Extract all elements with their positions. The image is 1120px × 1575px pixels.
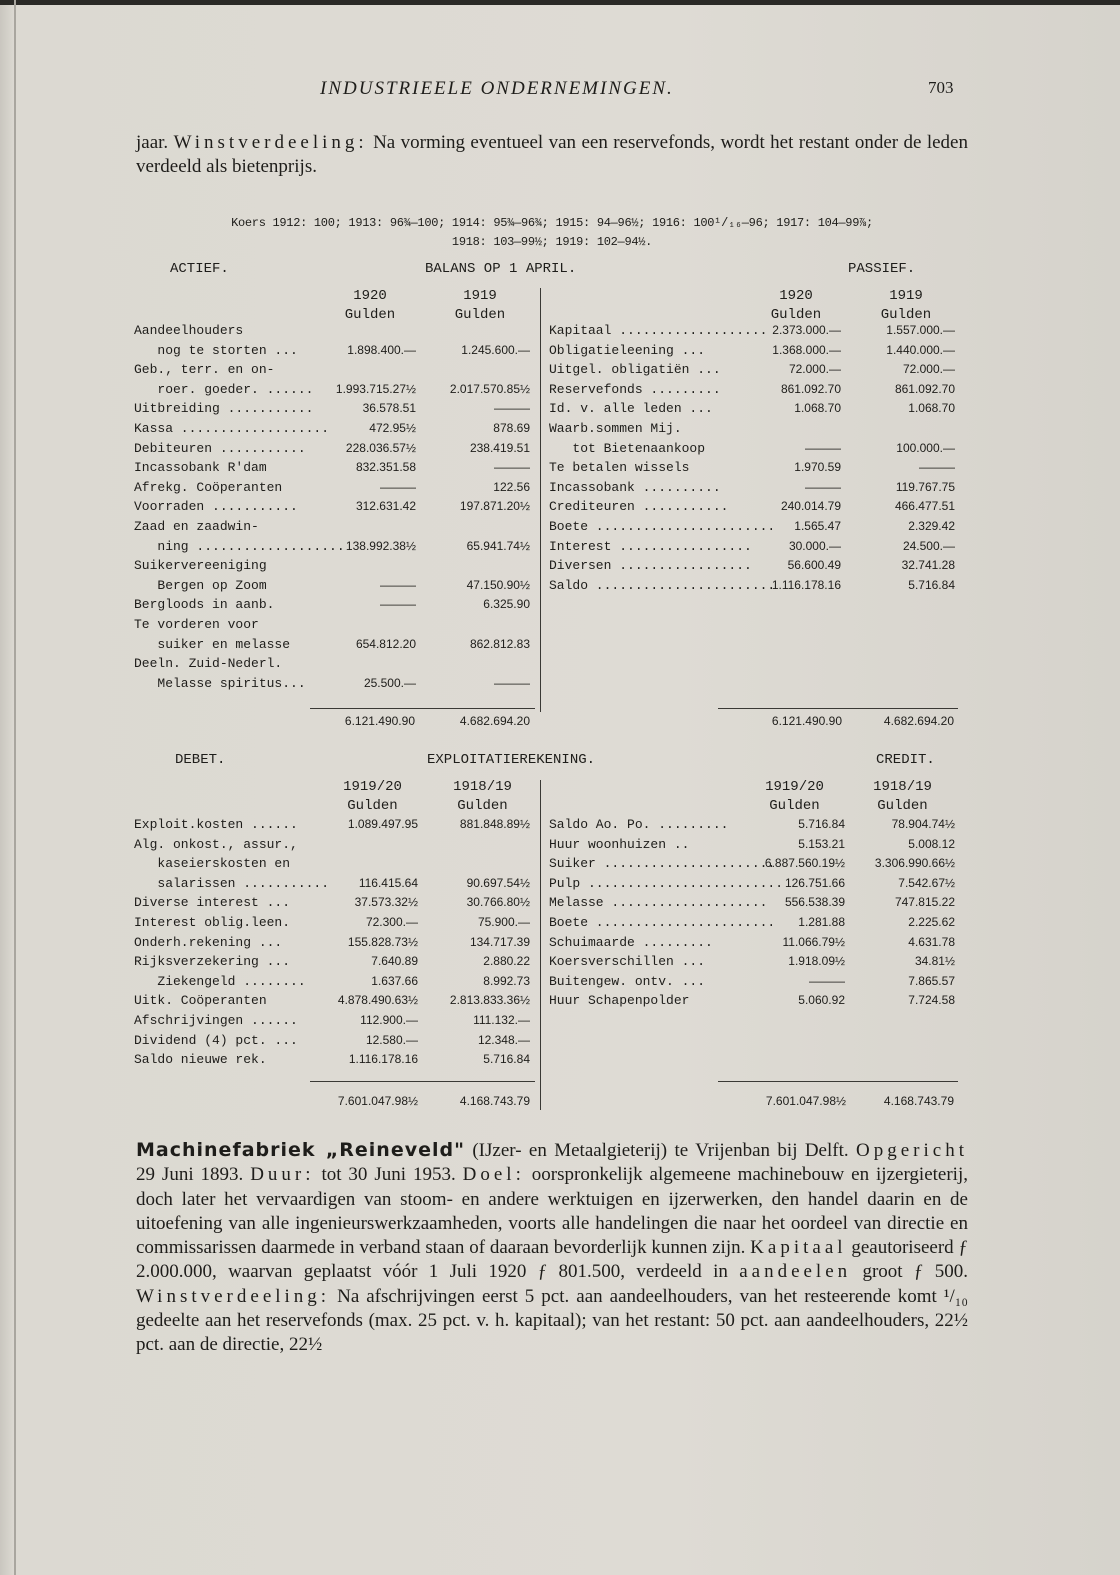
ledger-row-label: Obligatieleening ... [549, 342, 706, 358]
ledger-row [134, 972, 534, 991]
ledger-row-label: Saldo nieuwe rek. [134, 1052, 267, 1068]
ledger-row [134, 537, 534, 556]
ledger-row [134, 517, 534, 536]
ledger-row-value-2: 72.000.— [902, 362, 955, 377]
ledger-row [134, 321, 534, 340]
ledger-row-label: Saldo Ao. Po. ......... [549, 817, 729, 832]
ledger-row-value-2: 24.500.— [902, 538, 955, 553]
ledger-row [134, 399, 534, 418]
label-duur: Duur: [250, 1164, 315, 1186]
ledger-row-label: Diversen ................. [549, 558, 752, 574]
balans-right-unit-1: Gulden [770, 307, 822, 323]
company-text-4: oorspronkelijk algemeene machinebouw en ijzergieterij, doch later het vervaardigen van stoom- en andere werktuigen en ijzerwerken, den handel daarin en de uitoefening van alle ingenieurswerkzaamheden, voorts alle handelingen die naar het oordeel van directie en commissarissen daarmede in verband staan of daaraan bevorderlijk kunnen zijn. [136, 1164, 968, 1259]
ledger-row-label: Schuimaarde ......... [549, 934, 713, 950]
balans-left-year-1: 1920 [353, 288, 387, 304]
ledger-row-label: Kapitaal ................... [549, 323, 768, 338]
ledger-row [549, 419, 959, 438]
ledger-row-value-1: 832.351.58 [355, 460, 416, 475]
ledger-row-label: Rijksverzekering ... [134, 954, 291, 970]
ledger-row [134, 1011, 534, 1030]
ledger-row-label: Buitengew. ontv. ... [549, 973, 706, 989]
ledger-row-label: Huur woonhuizen .. [549, 836, 690, 852]
ledger-row [549, 854, 959, 873]
ledger-row-value-2: 2.880.22 [483, 954, 530, 969]
ledger-row-value-1: 7.640.89 [371, 954, 418, 969]
ledger-row-value-1: 1.637.66 [371, 973, 418, 988]
ledger-row [134, 380, 534, 399]
ledger-row-label: Bergloods in aanb. [134, 597, 275, 613]
ledger-row-label: Crediteuren ........... [549, 499, 729, 515]
ledger-row [134, 991, 534, 1010]
ledger-row-label: Suikervereeniging [134, 558, 267, 574]
ledger-row [549, 815, 959, 834]
exploitatie-right-year-2: 1918/19 [873, 779, 932, 795]
ledger-row-label: Zaad en zaadwin- [134, 519, 259, 534]
ledger-row-value-1: 112.900.— [360, 1013, 418, 1027]
ledger-row [134, 952, 534, 971]
ledger-row-value-1: 5.060.92 [798, 993, 845, 1008]
ledger-row [134, 815, 534, 834]
ledger-row [549, 576, 959, 595]
ledger-row [549, 991, 959, 1010]
label-kapitaal: Kapitaal [750, 1237, 847, 1259]
exploitatie-left-total-1: 7.601.047.98½ [337, 1094, 418, 1108]
ledger-row-value-1: 5.153.21 [798, 836, 845, 851]
balans-left-total-rule [310, 708, 535, 709]
ledger-row-label: Te betalen wissels [549, 460, 690, 476]
intro-text-2: Na vorming eventueel van een reservefonds, wordt het restant onder de leden verdeeld als bietenprijs. [136, 132, 968, 177]
label-aandeelen: aandeelen [739, 1261, 852, 1283]
balans-right-year-2: 1919 [889, 288, 923, 304]
intro-text-1: jaar. [136, 132, 174, 153]
company-text-6: groot ƒ 500. [851, 1261, 968, 1283]
ledger-row-value-2: ——— [919, 460, 955, 475]
exploitatie-debet-heading: DEBET. [175, 752, 226, 768]
ledger-row-label: Bergen op Zoom [134, 577, 267, 593]
ledger-row-label: roer. goeder. ...... [134, 381, 314, 397]
balans-right-total-rule [718, 708, 958, 709]
ledger-row-value-1: 861.092.70 [780, 381, 841, 396]
ledger-row [549, 972, 959, 991]
ledger-row-value-1: 12.580.— [365, 1032, 418, 1047]
ledger-row-value-2: 5.716.84 [483, 1052, 530, 1067]
ledger-row-label: Afrekg. Coöperanten [134, 479, 283, 495]
ledger-row-value-1: 1.993.715.27½ [335, 381, 416, 396]
ledger-row-label: tot Bietenaankoop [549, 440, 706, 456]
ledger-row-value-2: ——— [494, 460, 530, 475]
ledger-row-label: Melasse .................... [549, 895, 768, 911]
ledger-row [549, 556, 959, 575]
ledger-row-label: Kassa ................... [134, 421, 330, 436]
exploitatie-left-year-2: 1918/19 [453, 779, 512, 795]
ledger-row-value-1: 72.000.— [788, 362, 841, 377]
balans-left-unit-2: Gulden [454, 307, 506, 323]
ledger-row [134, 341, 534, 360]
ledger-row-value-2: 122.56 [493, 479, 530, 494]
ledger-row-label: Ziekengeld ........ [134, 973, 306, 989]
ledger-row [549, 399, 959, 418]
ledger-row-value-1: 240.014.79 [780, 499, 841, 514]
ledger-row-value-2: 78.904.74½ [891, 817, 955, 831]
ledger-row [549, 380, 959, 399]
ledger-row [134, 835, 534, 854]
ledger-row [134, 1031, 534, 1050]
ledger-row-value-1: 155.828.73½ [347, 934, 418, 949]
ledger-row-value-1: 11.066.79½ [782, 934, 845, 949]
ledger-row-label: Boete ....................... [549, 915, 776, 930]
ledger-row [134, 933, 534, 952]
ledger-row-value-1: 4.878.490.63½ [337, 993, 418, 1008]
ledger-row-value-1: 6.887.560.19½ [764, 856, 845, 871]
ledger-row [134, 419, 534, 438]
ledger-row [549, 321, 959, 340]
exploitatie-title: EXPLOITATIEREKENING. [427, 752, 596, 768]
balans-right-unit-2: Gulden [880, 307, 932, 323]
ledger-row-value-1: ——— [380, 577, 416, 592]
ledger-row [134, 595, 534, 614]
ledger-row-value-2: ——— [494, 401, 530, 416]
ledger-row-value-1: 2.373.000.— [772, 323, 841, 337]
exploitatie-right-unit-2: Gulden [877, 798, 928, 814]
ledger-row-label: Huur Schapenpolder [549, 993, 690, 1009]
ledger-row-value-2: 1.068.70 [908, 401, 955, 416]
ledger-row-value-1: 1.089.497.95 [347, 817, 418, 831]
ledger-row-value-2: 747.815.22 [894, 895, 955, 910]
ledger-row [134, 874, 534, 893]
ledger-row-value-1: 25.500.— [363, 675, 416, 690]
ledger-row [134, 893, 534, 912]
balans-left-unit-1: Gulden [344, 307, 396, 323]
ledger-row-label: Boete ....................... [549, 519, 776, 534]
ledger-row-value-2: ——— [494, 675, 530, 690]
ledger-row [134, 1050, 534, 1069]
ledger-row-value-2: 2.329.42 [908, 519, 955, 533]
balans-right-year-1: 1920 [779, 288, 813, 304]
ledger-row-value-1: 37.573.32½ [354, 895, 418, 910]
ledger-row-value-2: 7.865.57 [908, 973, 955, 988]
ledger-row [134, 635, 534, 654]
ledger-row-value-2: 1.245.600.— [461, 342, 530, 357]
ledger-row [549, 360, 959, 379]
ledger-row-label: Dividend (4) pct. ... [134, 1032, 298, 1048]
ledger-row-label: ning ................... [134, 538, 345, 554]
ledger-row-label: Saldo ....................... [549, 577, 776, 593]
ledger-row-label: Debiteuren ........... [134, 440, 306, 456]
ledger-row [134, 360, 534, 379]
ledger-row-value-1: 56.600.49 [787, 558, 841, 573]
ledger-row [134, 458, 534, 477]
ledger-row-label: Uitbreiding ........... [134, 401, 314, 417]
ledger-row-value-2: 134.717.39 [469, 934, 530, 949]
ledger-row [549, 537, 959, 556]
ledger-row [549, 439, 959, 458]
ledger-row [134, 497, 534, 516]
exploitatie-right-total-1: 7.601.047.98½ [765, 1094, 846, 1108]
exploitatie-left-unit-2: Gulden [457, 798, 508, 814]
ledger-row-label: Aandeelhouders [134, 323, 244, 338]
ledger-row [549, 497, 959, 516]
ledger-row-label: Melasse spiritus... [134, 675, 306, 691]
ledger-row-value-2: 5.008.12 [908, 836, 955, 851]
ledger-row-value-2: 47.150.90½ [466, 577, 530, 592]
ledger-row-value-2: 12.348.— [477, 1032, 530, 1047]
ledger-row-value-2: 466.477.51 [894, 499, 955, 514]
exploitatie-left-year-1: 1919/20 [343, 779, 402, 795]
ledger-row [549, 952, 959, 971]
ledger-row-value-2: 881.848.89½ [459, 817, 530, 831]
ledger-row-value-1: 312.631.42 [355, 499, 416, 514]
ledger-row [134, 654, 534, 673]
label-opgericht: Opgericht [856, 1140, 968, 1161]
ledger-row-label: Alg. onkost., assur., [134, 836, 298, 852]
ledger-row-value-2: 862.812.83 [469, 636, 530, 651]
running-header-title: INDUSTRIEELE ONDERNEMINGEN. [320, 78, 674, 99]
exploitatie-divider [540, 780, 541, 1110]
ledger-row-label: Uitk. Coöperanten [134, 993, 267, 1009]
ledger-row-value-2: 7.724.58 [908, 993, 955, 1008]
ledger-row-value-2: 4.631.78 [908, 934, 955, 949]
ledger-row-value-2: 861.092.70 [894, 381, 955, 396]
exploitatie-left-unit-1: Gulden [347, 798, 398, 814]
ledger-row-value-1: 1.368.000.— [772, 342, 841, 357]
ledger-row-label: Reservefonds ......... [549, 381, 721, 397]
balans-right-total-2: 4.682.694.20 [883, 714, 954, 728]
ledger-row-label: nog te storten ... [134, 342, 298, 358]
company-name: Machinefabriek „Reineveld" [136, 1139, 465, 1161]
ledger-row-value-2: 8.992.73 [483, 973, 530, 988]
ledger-row-label: Incassobank R'dam [134, 460, 267, 476]
ledger-row-value-1: ——— [380, 479, 416, 494]
ledger-row [549, 341, 959, 360]
ledger-row-value-2: 7.542.67½ [898, 875, 955, 890]
ledger-row-value-1: 228.036.57½ [345, 440, 416, 455]
company-text-1: (IJzer- en Metaalgieterij) te Vrijenban bij Delft. [464, 1140, 856, 1161]
ledger-row-label: Suiker ...................... [549, 856, 776, 872]
ledger-row-value-1: 30.000.— [788, 538, 841, 553]
ledger-row-label: Interest ................. [549, 538, 752, 554]
ledger-row-value-2: 878.69 [493, 421, 530, 435]
ledger-row-value-2: 119.767.75 [895, 479, 955, 494]
ledger-row [134, 478, 534, 497]
ledger-row-value-2: 238.419.51 [469, 440, 530, 455]
ledger-row [549, 933, 959, 952]
ledger-row-value-1: 1.918.09½ [788, 954, 845, 969]
company-entry-reineveld [136, 1138, 968, 1358]
ledger-row [549, 458, 959, 477]
balans-actief-heading: ACTIEF. [170, 261, 229, 277]
intro-label-winstverdeeling: Winstverdeeling: [173, 132, 368, 153]
ledger-row [134, 674, 534, 693]
ledger-row-label: Exploit.kosten ...... [134, 817, 298, 832]
ledger-row-label: Diverse interest ... [134, 895, 291, 911]
ledger-row-value-1: 472.95½ [369, 421, 416, 435]
page-number: 703 [928, 78, 954, 97]
balans-left-year-2: 1919 [463, 288, 497, 304]
ledger-row-value-1: 654.812.20 [355, 636, 416, 651]
ledger-row-value-1: 1.116.178.16 [348, 1052, 418, 1067]
ledger-row-value-1: 138.992.38½ [345, 538, 416, 553]
ledger-row-label: Waarb.sommen Mij. [549, 421, 682, 436]
ledger-row-label: Voorraden ........... [134, 499, 298, 515]
ledger-row-label: Afschrijvingen ...... [134, 1013, 298, 1028]
ledger-row-label: Uitgel. obligatiën ... [549, 362, 721, 378]
ledger-row-value-1: 72.300.— [365, 915, 418, 929]
ledger-row-value-1: ——— [809, 973, 845, 988]
ledger-row-value-1: 1.068.70 [794, 401, 841, 416]
ledger-row-value-2: 2.225.62 [908, 915, 955, 929]
ledger-row [134, 556, 534, 575]
ledger-row-label: Deeln. Zuid-Nederl. [134, 656, 283, 672]
ledger-row-label: suiker en melasse [134, 636, 291, 652]
exploitatie-right-total-2: 4.168.743.79 [883, 1094, 954, 1108]
ledger-row-value-1: 36.578.51 [362, 401, 416, 416]
exploitatie-right-unit-1: Gulden [769, 798, 820, 814]
exploitatie-right-total-rule [718, 1081, 958, 1082]
company-text-2: 29 Juni 1893. [136, 1164, 251, 1186]
balans-right-total-1: 6.121.490.90 [771, 714, 842, 728]
ledger-row-value-2: 65.941.74½ [466, 538, 530, 553]
ledger-row [549, 478, 959, 497]
ledger-row [549, 893, 959, 912]
ledger-row-value-2: 2.017.570.85½ [449, 381, 530, 396]
ledger-row-value-1: ——— [805, 440, 841, 455]
ledger-row-value-2: 3.306.990.66½ [874, 856, 955, 871]
ledger-row-value-2: 2.813.833.36½ [449, 993, 530, 1008]
ledger-row [134, 576, 534, 595]
company-text-5: geautoriseerd ƒ 2.000.000, waarvan geplaatst vóór 1 Juli 1920 ƒ 801.500, verdeeld in [136, 1237, 968, 1283]
koers-quotes: Koers 1912: 100; 1913: 96¾—100; 1914: 95¾—96¾; 1915: 94—96½; 1916: 100¹/₁₆—96; 1917: 104—99⅞; 1918: 103—99½; 1919: 102—94½. [231, 216, 873, 249]
ledger-row-value-2: 75.900.— [477, 915, 530, 929]
ledger-row-label: Geb., terr. en on- [134, 362, 275, 378]
balans-left-total-2: 4.682.694.20 [459, 714, 530, 728]
label-doel: Doel: [462, 1164, 525, 1186]
ledger-row-value-2: 6.325.90 [483, 597, 530, 612]
ledger-row-label: Id. v. alle leden ... [549, 401, 713, 417]
exploitatie-left-total-2: 4.168.743.79 [459, 1094, 530, 1108]
balans-left-total-1: 6.121.490.90 [344, 714, 415, 728]
exploitatie-credit-heading: CREDIT. [876, 752, 935, 768]
ledger-row-value-1: ——— [380, 597, 416, 612]
balans-divider [540, 288, 541, 712]
ledger-row-value-2: 5.716.84 [908, 577, 955, 592]
ledger-row [549, 517, 959, 536]
ledger-row [549, 874, 959, 893]
ledger-row-value-2: 111.132.— [473, 1013, 530, 1027]
ledger-row-label: Onderh.rekening ... [134, 934, 283, 950]
ledger-row-label: Interest oblig.leen. [134, 915, 291, 930]
ledger-row [134, 615, 534, 634]
ledger-row [134, 439, 534, 458]
ledger-row-value-1: 1.898.400.— [347, 342, 416, 357]
ledger-row-value-1: 1.970.59 [794, 460, 841, 475]
exploitatie-right-year-1: 1919/20 [765, 779, 824, 795]
ledger-row [134, 854, 534, 873]
ledger-row-value-1: 126.751.66 [784, 875, 845, 890]
ledger-row-value-1: 1.116.178.16 [771, 577, 841, 592]
balans-title: BALANS OP 1 APRIL. [425, 261, 577, 277]
ledger-row-label: Koersverschillen ... [549, 954, 706, 970]
ledger-row-value-2: 32.741.28 [901, 558, 955, 573]
ledger-row-value-2: 197.871.20½ [459, 499, 530, 514]
ledger-row [549, 835, 959, 854]
ledger-row-value-2: 1.440.000.— [886, 342, 955, 357]
ledger-row-value-1: 5.716.84 [798, 817, 845, 831]
ledger-row-value-1: 1.281.88 [798, 915, 845, 929]
balans-passief-heading: PASSIEF. [848, 261, 916, 277]
ledger-row-label: Incassobank .......... [549, 479, 721, 495]
exploitatie-left-total-rule [310, 1081, 535, 1082]
ledger-row-value-2: 34.81½ [914, 954, 955, 969]
ledger-row-value-2: 30.766.80½ [466, 895, 530, 910]
company-text-7: Na afschrijvingen eerst 5 pct. aan aandeelhouders, van het resteerende komt ¹/₁₀ gedeelte aan het reservefonds (max. 25 pct. v. h. kapitaal); van het restant: 50 pct. aan aandeelhouders, 22½ pct. aan de directie, 22½ [136, 1285, 968, 1356]
ledger-row-value-1: ——— [805, 479, 841, 494]
ledger-row-value-2: 90.697.54½ [466, 875, 530, 890]
ledger-row-label: Te vorderen voor [134, 617, 259, 632]
ledger-row-label: kaseierskosten en [134, 856, 291, 872]
company-text-3: tot 30 Juni 1953. [314, 1164, 463, 1186]
ledger-row-value-2: 1.557.000.— [886, 323, 955, 337]
label-winstverdeeling: Winstverdeeling: [136, 1285, 331, 1307]
intro-paragraph [136, 131, 968, 179]
ledger-row-value-1: 116.415.64 [358, 875, 418, 890]
ledger-row [549, 913, 959, 932]
ledger-row-value-2: 100.000.— [896, 440, 955, 455]
ledger-row-label: Pulp ......................... [549, 875, 784, 891]
ledger-row [134, 913, 534, 932]
ledger-row-label: salarissen ........... [134, 875, 330, 891]
ledger-row-value-1: 556.538.39 [784, 895, 845, 910]
ledger-row-value-1: 1.565.47 [794, 519, 841, 533]
